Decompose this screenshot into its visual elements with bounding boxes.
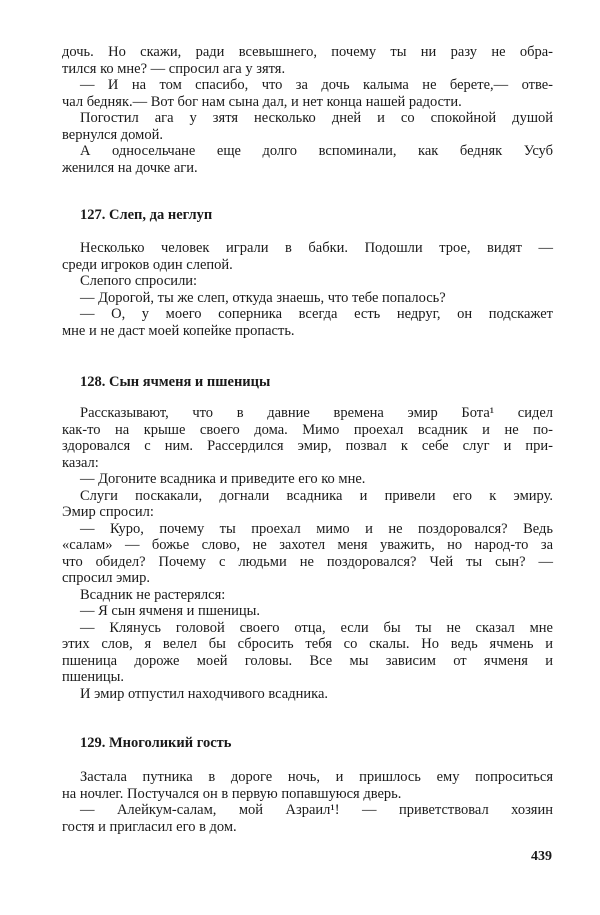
page-number: 439 [531, 849, 552, 864]
text-line: тился ко мне? — спросил ага у зятя. [62, 60, 286, 77]
text-line: спросил эмир. [62, 570, 151, 586]
text-line: — Куро, почему ты проехал мимо и не поздоровался? Ведь [80, 520, 553, 537]
text-line: казал: [62, 454, 99, 471]
text-line: — О, у моего соперника всегда есть недруг, он подскажет [80, 306, 553, 322]
text-line: пшеница дороже моей головы. Все мы зависим от ячменя и [62, 652, 553, 669]
text-line: И эмир отпустил находчивого всадника. [80, 685, 329, 702]
text-line: А односельчане еще долго вспоминали, как бедняк Усуб [80, 143, 553, 159]
text-line: среди игроков один слепой. [62, 256, 233, 273]
paragraph [62, 603, 553, 620]
paragraph [62, 802, 553, 835]
text-line: здоровался с ним. Рассердился эмир, позвал к себе слуг и при- [62, 438, 553, 454]
paragraph [62, 240, 553, 273]
paragraph [62, 686, 553, 703]
paragraph [62, 306, 553, 339]
text-line: что обидел? Почему с людьми не поздоровался? Чей ты сын? — [62, 553, 553, 570]
text-line: гостя и пригласил его в дом. [62, 818, 237, 835]
text-line: — Догоните всадника и приведите его ко мне. [80, 471, 366, 487]
text-line: мне и не даст моей копейке пропасть. [62, 322, 295, 339]
paragraph [62, 471, 553, 488]
text-line: пшеницы. [62, 669, 125, 685]
text-line: Погостил ага у зятя несколько дней и со спокойной душой [80, 110, 553, 126]
text-line: «салам» — божье слово, не захотел меня уважить, но народ-то за [62, 537, 553, 553]
story-ending-text [62, 44, 553, 176]
text-line: — Клянусь головой своего отца, если бы ты не сказал мне [80, 619, 553, 636]
text-line: Рассказывают, что в давние времена эмир Бота¹ сидел [80, 405, 553, 421]
text-line: женился на дочке аги. [62, 159, 198, 176]
text-line: — Я сын ячменя и пшеницы. [80, 603, 261, 619]
text-line: — И на том спасибо, что за дочь калыма не берете,— отве- [80, 77, 553, 93]
paragraph [62, 77, 553, 110]
paragraph [62, 143, 553, 176]
paragraph [62, 405, 553, 471]
paragraph [62, 587, 553, 604]
paragraph [62, 620, 553, 686]
text-line: как-то на крыше своего дома. Мимо проехал всадник и не по- [62, 421, 553, 438]
text-line: Застала путника в дороге ночь, и пришлось ему попроситься [80, 769, 553, 785]
story-heading-129: 129. Многоликий гость [80, 735, 232, 751]
text-line: — Дорогой, ты же слеп, откуда знаешь, что тебе попалось? [80, 289, 446, 306]
story-127-text [62, 240, 553, 339]
text-line: — Алейкум-салам, мой Азраил¹! — приветствовал хозяин [80, 802, 553, 818]
text-line: чал бедняк.— Вот бог нам сына дал, и нет конца нашей радости. [62, 93, 462, 110]
text-line: Эмир спросил: [62, 504, 154, 520]
text-line: Несколько человек играли в бабки. Подошли трое, видят — [80, 240, 553, 256]
paragraph [62, 273, 553, 290]
paragraph [62, 290, 553, 307]
paragraph [62, 769, 553, 802]
story-heading-128: 128. Сын ячменя и пшеницы [80, 374, 271, 390]
text-line: Всадник не растерялся: [80, 586, 226, 603]
text-line: на ночлег. Постучался он в первую попавшуюся дверь. [62, 785, 402, 802]
text-line: Слуги поскакали, догнали всадника и привели его к эмиру. [80, 487, 553, 504]
story-129-text [62, 769, 553, 835]
paragraph [62, 110, 553, 143]
text-line: дочь. Но скажи, ради всевышнего, почему ты ни разу не обра- [62, 44, 553, 60]
text-line: Слепого спросили: [80, 273, 198, 289]
paragraph [62, 521, 553, 587]
text-line: вернулся домой. [62, 126, 163, 143]
text-line: этих слов, я велел бы сбросить тебя со скалы. Но ведь ячмень и [62, 636, 553, 652]
paragraph [62, 44, 553, 77]
story-128-text [62, 405, 553, 702]
story-heading-127: 127. Слеп, да неглуп [80, 207, 213, 223]
paragraph [62, 488, 553, 521]
